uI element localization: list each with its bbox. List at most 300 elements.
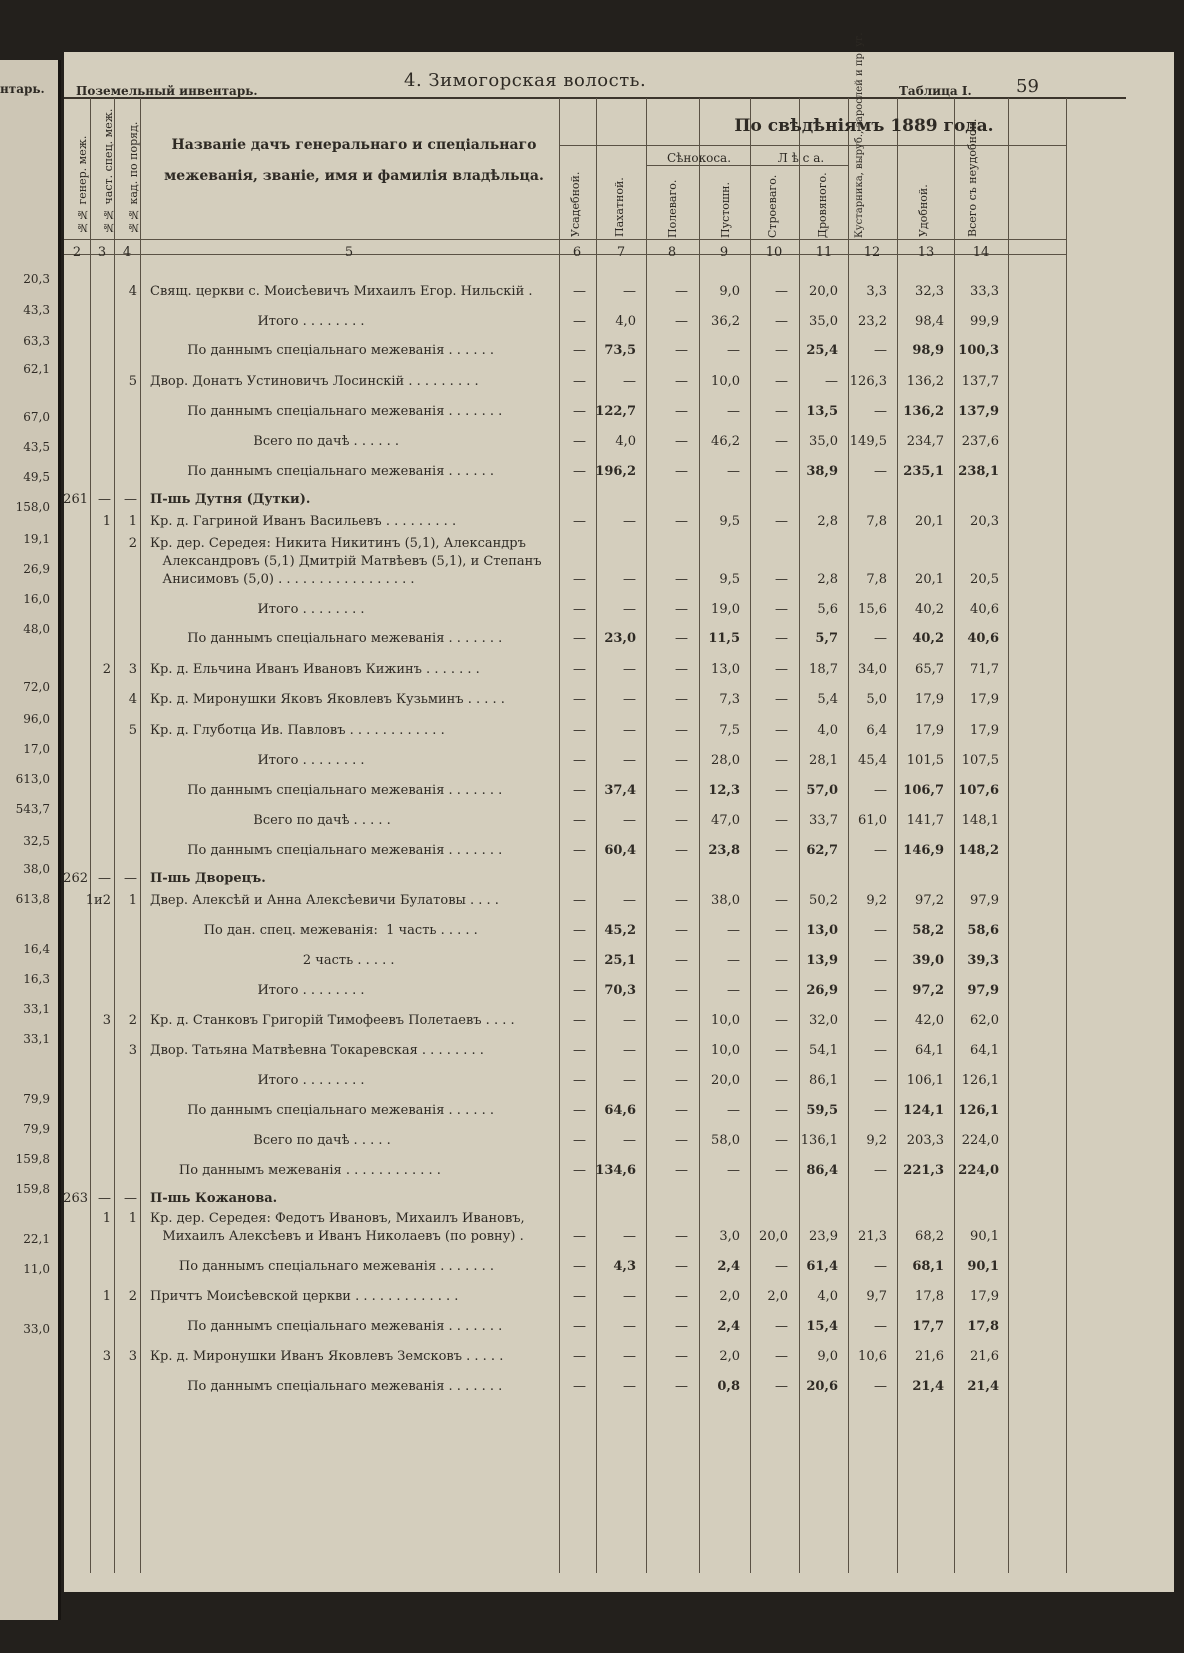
cell-value: — [775,314,788,329]
row-name: По даннымъ спеціальнаго межеванія . . . . . . . [150,1319,503,1334]
table-row [64,492,1126,514]
column-number: 2 [72,245,82,260]
cell-value: 59,5 [806,1103,838,1118]
page-header [64,62,1164,102]
col-usad-header: Усадебной. [569,171,582,237]
header-table-label: Таблица I. [899,84,972,98]
document-page [63,32,1174,1592]
cell-value: 137,9 [958,404,999,419]
table-row [64,1289,1126,1311]
row-name: Всего по дачѣ . . . . . . [150,434,400,449]
cell-value: 39,3 [967,953,999,968]
cell-value: — [573,1103,586,1118]
kad-number: — [124,871,137,886]
row-name: По даннымъ спеціальнаго межеванія . . . . . . [150,1103,494,1118]
cell-value: — [573,953,586,968]
cell-value: 196,2 [595,464,636,479]
cell-value: — [775,1379,788,1394]
cell-value: — [775,953,788,968]
table-row [64,1379,1126,1401]
cell-value: — [874,1073,887,1088]
cell-value: — [675,1043,688,1058]
cell-value: 36,2 [711,314,740,329]
table-row [64,1043,1126,1065]
cell-value: — [675,631,688,646]
cell-value: — [573,314,586,329]
table-row [64,1319,1126,1341]
table-row [64,1349,1126,1371]
cell-value: — [874,1043,887,1058]
cell-value: 86,4 [806,1163,838,1178]
cell-value: — [727,1103,740,1118]
cell-value: 17,7 [912,1319,944,1334]
cell-value: 39,0 [912,953,944,968]
cell-value: 64,6 [604,1103,636,1118]
cell-value: 107,5 [961,753,999,768]
table-row [64,813,1126,835]
spec-number: 1 [102,514,111,529]
cell-value: — [675,923,688,938]
cell-value: — [573,1379,586,1394]
cell-value: 54,1 [809,1043,838,1058]
cell-value: 97,9 [970,893,999,908]
table-row [64,723,1126,745]
cell-value: 17,8 [915,1289,944,1304]
table-row [64,602,1126,624]
cell-value: — [573,602,586,617]
cell-value: — [675,374,688,389]
cell-value: 58,2 [912,923,944,938]
cell-value: 70,3 [604,983,636,998]
cell-value: 90,1 [970,1229,999,1244]
cell-value: — [573,374,586,389]
row-name: По даннымъ спеціальнаго межеванія . . . . . . . [150,843,503,858]
cell-value: — [573,923,586,938]
cell-value: — [775,983,788,998]
row-name: Кр. дер. Середея: Никита Никитинъ (5,1), Александръ [150,536,526,551]
column-number: 3 [97,245,107,260]
cell-value: — [775,843,788,858]
cell-value: — [874,983,887,998]
row-name: 2 часть . . . . . [150,953,395,968]
prev-page-value: 48,0 [23,622,50,636]
cell-value: — [573,631,586,646]
table-row [64,572,1126,594]
row-name: Итого . . . . . . . . [150,314,365,329]
cell-value: 23,9 [809,1229,838,1244]
cell-value: — [775,1133,788,1148]
cell-value: 126,1 [961,1073,999,1088]
prev-page-value: 32,5 [23,834,50,848]
prev-page-value: 159,8 [15,1152,50,1166]
cell-value: 45,2 [604,923,636,938]
cell-value: 238,1 [958,464,999,479]
cell-value: — [623,662,636,677]
cell-value: — [874,631,887,646]
cell-value: — [775,893,788,908]
cell-value: 106,7 [903,783,944,798]
kad-number: 3 [128,1043,137,1058]
cell-value: 23,8 [708,843,740,858]
kad-number: 1 [128,893,137,908]
prev-page-value: 43,5 [23,440,50,454]
cell-value: 38,0 [711,893,740,908]
cell-value: 17,9 [915,692,944,707]
cell-value: 86,1 [809,1073,838,1088]
kad-number: 2 [128,1013,137,1028]
kad-number: 3 [128,1349,137,1364]
cell-value: — [573,983,586,998]
cell-value: 136,2 [906,374,944,389]
cell-value: 2,8 [817,572,838,587]
row-name: Александровъ (5,1) Дмитрій Матвѣевъ (5,1), и Степанъ [150,554,542,569]
column-number: 10 [765,245,783,260]
cell-value: 64,1 [915,1043,944,1058]
cell-value: 21,4 [967,1379,999,1394]
cell-value: — [573,813,586,828]
cell-value: 122,7 [595,404,636,419]
kad-number: — [124,1191,137,1206]
row-name: По даннымъ спеціальнаго межеванія . . . . . . . [150,631,503,646]
cell-value: 25,1 [604,953,636,968]
cell-value: — [874,843,887,858]
header-title: 4. Зимогорская волость. [404,70,647,91]
prev-page-value: 62,1 [23,362,50,376]
cell-value: — [775,284,788,299]
cell-value: — [623,572,636,587]
cell-value: 20,5 [970,572,999,587]
cell-value: — [775,572,788,587]
cell-value: — [623,1349,636,1364]
cell-value: 224,0 [958,1163,999,1178]
col-spec-header: №№ част. спец. меж. [102,108,115,234]
spec-number: 2 [102,662,111,677]
row-name: По даннымъ спеціальнаго межеванія . . . . . . . [150,783,503,798]
cell-value: 97,2 [912,983,944,998]
cell-value: — [675,464,688,479]
cell-value: 3,3 [866,284,887,299]
cell-value: — [775,813,788,828]
cell-value: — [623,1013,636,1028]
cell-value: 62,0 [970,1013,999,1028]
col-pahat-header: Пахатной. [613,177,626,237]
cell-value: 97,9 [967,983,999,998]
kad-number: 4 [128,692,137,707]
cell-value: 21,4 [912,1379,944,1394]
cell-value: 234,7 [906,434,944,449]
row-name: Итого . . . . . . . . [150,753,365,768]
gen-number: 262 [63,871,88,886]
cell-value: 126,3 [849,374,887,389]
row-name: Михаилъ Алексѣевъ и Иванъ Николаевъ (по ровну) . [150,1229,524,1244]
cell-value: 136,1 [800,1133,838,1148]
cell-value: 38,9 [806,464,838,479]
cell-value: — [623,1229,636,1244]
cell-value: — [675,1229,688,1244]
row-name: По даннымъ спеціальнаго межеванія . . . . . . . [150,404,503,419]
prev-page-value: 63,3 [23,334,50,348]
cell-value: — [727,404,740,419]
cell-value: — [675,343,688,358]
cell-value: — [623,813,636,828]
gen-number: 263 [63,1191,88,1206]
cell-value: 23,2 [858,314,887,329]
cell-value: — [727,953,740,968]
cell-value: — [775,923,788,938]
cell-value: 97,2 [915,893,944,908]
cell-value: — [675,514,688,529]
cell-value: 35,0 [809,314,838,329]
cell-value: — [775,783,788,798]
cell-value: — [623,1133,636,1148]
cell-value: — [675,572,688,587]
cell-value: 64,1 [970,1043,999,1058]
prev-page-value: 79,9 [23,1122,50,1136]
cell-value: 18,7 [809,662,838,677]
column-number: 6 [572,245,582,260]
cell-value: 73,5 [604,343,636,358]
row-name: П-шь Дворецъ. [150,871,266,886]
table-row [64,1163,1126,1185]
column-number: 11 [815,245,833,260]
cell-value: — [623,723,636,738]
cell-value: 65,7 [915,662,944,677]
kad-number: — [124,492,137,507]
cell-value: — [874,464,887,479]
row-name: Двор. Татьяна Матвѣевна Токаревская . . . . . . . . [150,1043,484,1058]
table-row [64,514,1126,536]
cell-value: — [775,1163,788,1178]
cell-value: 4,0 [615,314,636,329]
col-stroev-header: Строеваго. [766,174,779,238]
cell-value: 7,8 [866,572,887,587]
cell-value: — [874,923,887,938]
cell-value: — [675,434,688,449]
cell-value: — [825,374,838,389]
cell-value: — [573,1259,586,1274]
cell-value: — [874,953,887,968]
row-name: По даннымъ спеціальнаго межеванія . . . . . . . [150,1379,503,1394]
table-row [64,843,1126,865]
prev-page-value: 613,8 [15,892,50,906]
col-kad-header: №№ кад. по поряд. [127,121,140,234]
cell-value: 58,0 [711,1133,740,1148]
cell-value: 50,2 [809,893,838,908]
kad-number: 1 [128,514,137,529]
table-row [64,1259,1126,1281]
cell-value: — [573,284,586,299]
table-row [64,662,1126,684]
cell-value: 10,0 [711,374,740,389]
row-name: Свящ. церкви с. Моисѣевичъ Михаилъ Егор. Нильскій . [150,284,533,299]
column-number: 5 [344,245,354,260]
table-row [64,953,1126,975]
cell-value: 42,0 [915,1013,944,1028]
prev-page-value: 16,3 [23,972,50,986]
row-name: П-шь Кожанова. [150,1191,278,1206]
col-gen-header: №№ генер. меж. [76,135,89,234]
spec-number: — [98,871,111,886]
cell-value: — [775,602,788,617]
prev-page-value: 79,9 [23,1092,50,1106]
grid-hline [64,239,1066,240]
prev-page-value: 26,9 [23,562,50,576]
table-row [64,1229,1126,1251]
cell-value: 9,5 [719,572,740,587]
cell-value: 2,0 [719,1289,740,1304]
spec-number: 3 [102,1349,111,1364]
gen-number: 261 [63,492,88,507]
cell-value: 2,4 [717,1319,740,1334]
prev-page-value: 33,1 [23,1032,50,1046]
cell-value: 4,0 [817,1289,838,1304]
cell-value: 32,0 [809,1013,838,1028]
table-row [64,631,1126,653]
spec-number: 1 [102,1211,111,1226]
cell-value: — [675,983,688,998]
cell-value: — [775,1073,788,1088]
kad-number: 2 [128,1289,137,1304]
row-name: Кр. д. Глуботца Ив. Павловъ . . . . . . . . . . . . [150,723,445,738]
cell-value: — [874,1259,887,1274]
group-1889-header: По свѣдѣніямъ 1889 года. [734,116,994,136]
cell-value: 9,7 [866,1289,887,1304]
cell-value: — [573,1073,586,1088]
prev-page-value: 16,4 [23,942,50,956]
table-row [64,434,1126,456]
cell-value: 7,5 [719,723,740,738]
cell-value: — [675,1289,688,1304]
cell-value: 3,0 [719,1229,740,1244]
cell-value: 32,3 [915,284,944,299]
cell-value: 4,0 [817,723,838,738]
cell-value: 11,5 [708,631,740,646]
cell-value: 98,9 [912,343,944,358]
cell-value: 98,4 [915,314,944,329]
cell-value: 40,2 [912,631,944,646]
cell-value: 13,9 [806,953,838,968]
cell-value: 90,1 [967,1259,999,1274]
cell-value: 106,1 [906,1073,944,1088]
cell-value: — [727,923,740,938]
column-number: 12 [863,245,881,260]
table-row [64,1191,1126,1213]
cell-value: — [727,983,740,998]
grid-hline [646,165,750,166]
kad-number: 4 [128,284,137,299]
cell-value: — [573,464,586,479]
prev-page-value: 159,8 [15,1182,50,1196]
cell-value: — [573,1133,586,1148]
cell-value: 203,3 [906,1133,944,1148]
cell-value: — [775,1319,788,1334]
prev-page-value: 72,0 [23,680,50,694]
cell-value: 0,8 [717,1379,740,1394]
cell-value: — [675,893,688,908]
prev-page-value: 11,0 [23,1262,50,1276]
cell-value: — [573,572,586,587]
row-name: Двор. Донатъ Устиновичъ Лосинскій . . . . . . . . . [150,374,479,389]
cell-value: — [573,1349,586,1364]
table-row [64,404,1126,426]
cell-value: 136,2 [903,404,944,419]
cell-value: — [675,843,688,858]
prev-page-value: 19,1 [23,532,50,546]
cell-value: — [623,1073,636,1088]
cell-value: — [675,953,688,968]
cell-value: — [874,1163,887,1178]
cell-value: — [675,404,688,419]
cell-value: 47,0 [711,813,740,828]
cell-value: 61,4 [806,1259,838,1274]
cell-value: — [727,1163,740,1178]
prev-page-value: 33,0 [23,1322,50,1336]
cell-value: — [623,1043,636,1058]
table-row [64,464,1126,486]
cell-value: 10,0 [711,1043,740,1058]
cell-value: — [573,692,586,707]
cell-value: — [775,662,788,677]
cell-value: — [775,723,788,738]
cell-value: — [675,723,688,738]
table-row [64,783,1126,805]
cell-value: — [623,602,636,617]
cell-value: — [675,602,688,617]
row-name: Двер. Алексѣй и Анна Алексѣевичи Булатовы . . . . [150,893,499,908]
row-name: Причтъ Моисѣевской церкви . . . . . . . . . . . . . [150,1289,459,1304]
grid-hline [559,145,1066,146]
cell-value: 7,8 [866,514,887,529]
cell-value: 28,0 [711,753,740,768]
cell-value: — [775,1013,788,1028]
cell-value: 19,0 [711,602,740,617]
cell-value: 137,7 [961,374,999,389]
cell-value: 146,9 [903,843,944,858]
row-name: По даннымъ межеванія . . . . . . . . . . . . [150,1163,441,1178]
cell-value: 17,9 [970,723,999,738]
cell-value: 61,0 [858,813,887,828]
cell-value: — [573,343,586,358]
row-name: Итого . . . . . . . . [150,1073,365,1088]
prev-page-value: 17,0 [23,742,50,756]
previous-page-edge [0,60,61,1620]
cell-value: 99,9 [970,314,999,329]
prev-page-value: 613,0 [15,772,50,786]
cell-value: 4,0 [615,434,636,449]
row-name: Кр. д. Гагриной Иванъ Васильевъ . . . . . . . . . [150,514,457,529]
les-group-header: Л ѣ с а. [777,151,825,165]
table-row [64,753,1126,775]
col-kust-header: Кустарника, выруб., зарослей и пр. уг. [854,32,865,238]
prev-page-value: 43,3 [23,303,50,317]
table-row [64,343,1126,365]
cell-value: 57,0 [806,783,838,798]
column-number: 7 [616,245,626,260]
cell-value: 2,8 [817,514,838,529]
prev-page-value: 67,0 [23,410,50,424]
cell-value: 45,4 [858,753,887,768]
cell-value: 58,6 [967,923,999,938]
row-name: Кр. д. Станковъ Григорій Тимофеевъ Полетаевъ . . . . [150,1013,515,1028]
cell-value: 149,5 [849,434,887,449]
cell-value: 23,0 [604,631,636,646]
prev-page-value: 33,1 [23,1002,50,1016]
cell-value: — [623,893,636,908]
cell-value: — [675,783,688,798]
cell-value: — [675,1379,688,1394]
cell-value: — [675,1133,688,1148]
cell-value: — [573,1163,586,1178]
